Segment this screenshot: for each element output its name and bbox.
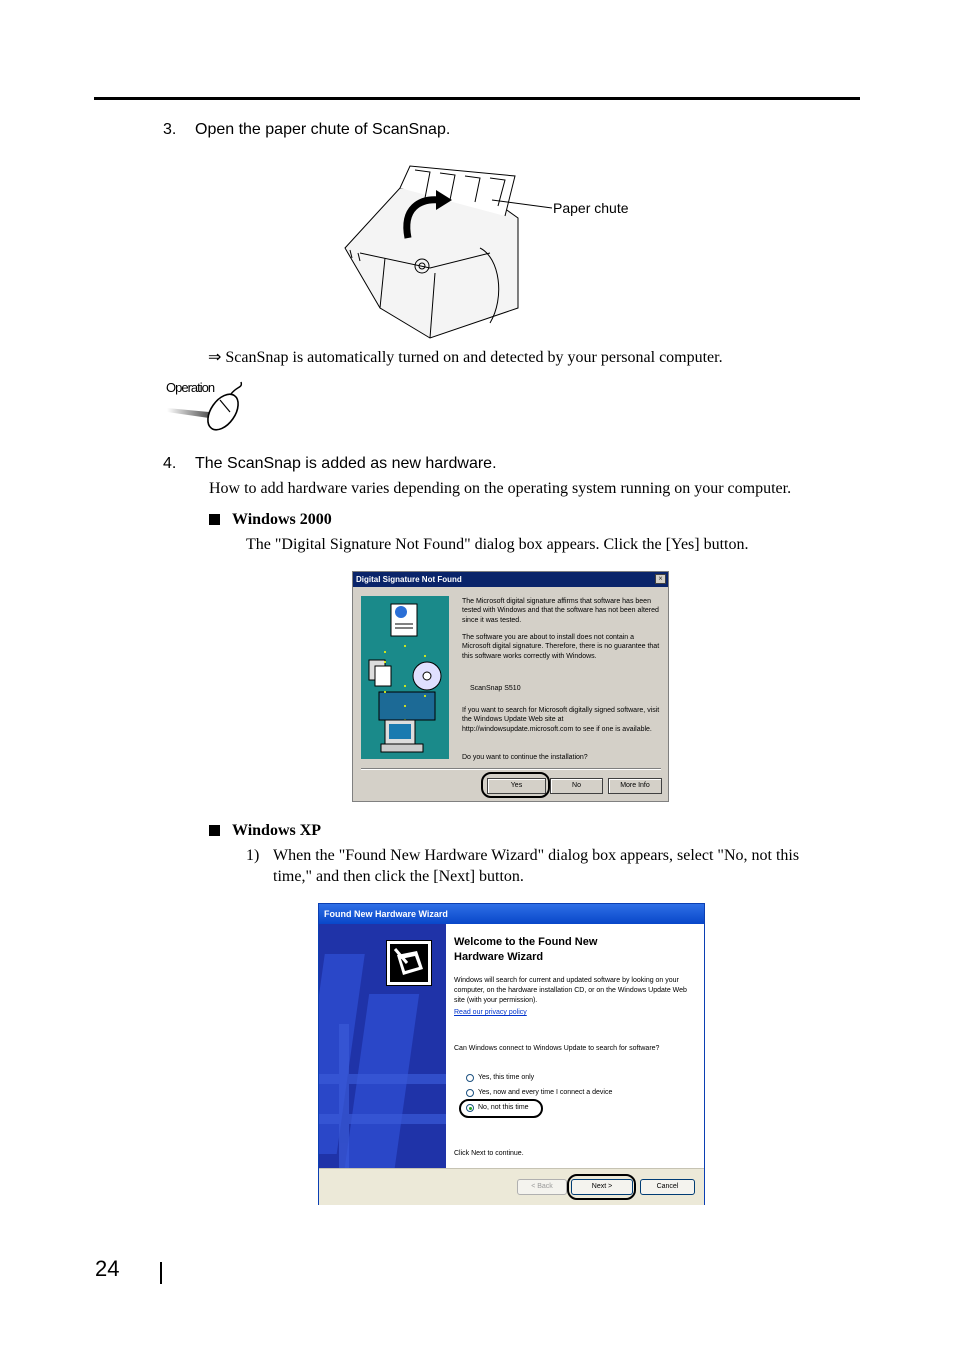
yes-highlight-oval (481, 772, 550, 798)
hardware-wizard-icon (386, 940, 432, 986)
winxp-heading: Windows XP (232, 822, 322, 839)
found-new-hardware-wizard-dialog (318, 903, 705, 1205)
welcome-heading-line-2: Hardware Wizard (454, 951, 544, 963)
page-number: 24 (95, 1256, 120, 1281)
callout-leader (490, 198, 554, 212)
back-button[interactable]: < Back (517, 1179, 567, 1195)
step-3-text: Open the paper chute of ScanSnap. (195, 121, 451, 138)
bullet-square (209, 514, 220, 525)
bullet-square (209, 825, 220, 836)
option-yes-this-time: Yes, this time only (478, 1074, 535, 1081)
winxp-item-number: 1) (246, 847, 260, 864)
cancel-button[interactable]: Cancel (640, 1179, 695, 1195)
wizard-intro: Windows will search for current and updated software by looking on your computer, on the hardware installation CD, or on the Windows Update Web site (with your permission). (454, 977, 687, 1004)
winxp-item-line-1: When the "Found New Hardware Wizard" dialog box appears, select "No, not this (273, 847, 800, 864)
dialog-title: Digital Signature Not Found (353, 572, 668, 587)
step-3-number: 3. (163, 121, 177, 138)
paper-chute-callout: Paper chute (553, 200, 629, 216)
dialog-device-name: ScanSnap S510 (470, 685, 521, 692)
dialog-separator (361, 768, 661, 770)
operation-mouse-icon (165, 378, 250, 434)
step-3-result: ⇒ ScanSnap is automatically turned on and detected by your personal computer. (208, 349, 723, 366)
dialog-paragraph-1: The Microsoft digital signature affirms that software has been tested with Windows and that the software has not been altered since it was tested. (462, 598, 659, 624)
digital-signature-dialog (352, 571, 669, 802)
more-info-button[interactable]: More Info (608, 778, 662, 794)
yes-button[interactable]: Yes (487, 778, 546, 794)
win2000-heading: Windows 2000 (232, 511, 332, 528)
wizard-side-banner (319, 924, 446, 1168)
wizard-question: Can Windows connect to Windows Update to search for software? (454, 1045, 660, 1052)
dialog-paragraph-3: If you want to search for Microsoft digitally signed software, visit the Windows Update Web site at http://windowsupdate.microsoft.com to see if one is available. (462, 707, 660, 733)
footer-rule (160, 1262, 162, 1284)
step-4-description: How to add hardware varies depending on the operating system running on your computer. (209, 480, 792, 497)
welcome-heading-line-1: Welcome to the Found New (454, 936, 598, 948)
step-4-text: The ScanSnap is added as new hardware. (195, 455, 497, 472)
next-highlight-oval (567, 1174, 636, 1200)
scanner-illustration (340, 158, 530, 340)
digital-signature-illustration (361, 596, 449, 759)
no-option-highlight-oval (459, 1099, 543, 1118)
option-no-not-this-time: No, not this time (478, 1104, 529, 1111)
radio-yes-every-time[interactable] (466, 1089, 474, 1097)
win2000-description: The "Digital Signature Not Found" dialog box appears. Click the [Yes] button. (246, 536, 749, 553)
dialog-question: Do you want to continue the installation? (462, 754, 588, 761)
wizard-button-bar (319, 1168, 704, 1205)
option-yes-every-time: Yes, now and every time I connect a device (478, 1089, 613, 1096)
dialog-title: Found New Hardware Wizard (319, 904, 704, 924)
header-rule (94, 97, 860, 100)
operation-label: Operation (166, 380, 215, 395)
dialog-paragraph-2: The software you are about to install does not contain a Microsoft digital signature. Therefore, there is no guarantee that this software works correctly with Windows. (462, 634, 660, 660)
winxp-item-line-2: time," and then click the [Next] button. (273, 868, 524, 885)
wizard-footer: Click Next to continue. (454, 1150, 524, 1157)
next-button[interactable]: Next > (571, 1179, 633, 1195)
radio-yes-this-time[interactable] (466, 1074, 474, 1082)
step-4-number: 4. (163, 455, 177, 472)
close-icon[interactable]: × (655, 574, 666, 584)
no-button[interactable]: No (550, 778, 603, 794)
privacy-policy-link[interactable]: Read our privacy policy (454, 1009, 527, 1016)
